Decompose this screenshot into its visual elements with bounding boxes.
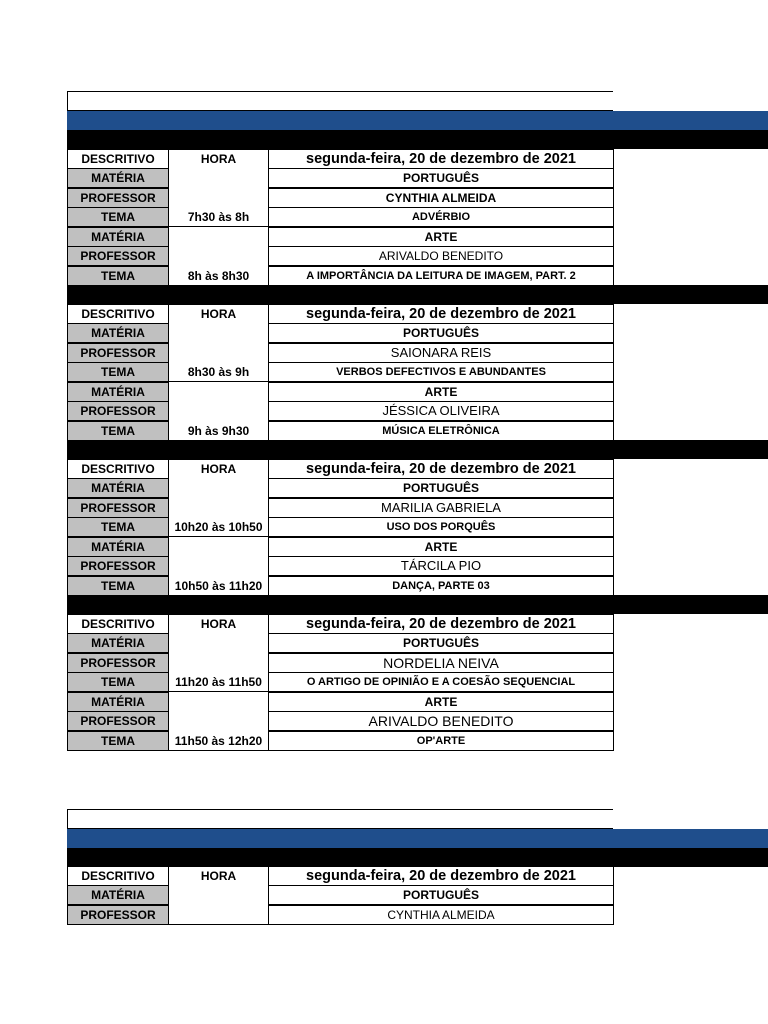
materia-value: PORTUGUÊS — [268, 885, 614, 905]
hora-value: 10h20 às 10h50 — [168, 478, 269, 537]
professor-label: PROFESSOR — [67, 653, 169, 673]
hora-header: HORA — [168, 614, 269, 634]
title-row — [67, 809, 613, 829]
professor-value: CYNTHIA ALMEIDA — [268, 905, 614, 925]
professor-value: SAIONARA REIS — [268, 343, 614, 363]
materia-label: MATÉRIA — [67, 885, 169, 905]
tema-label: TEMA — [67, 576, 169, 596]
date-header: segunda-feira, 20 de dezembro de 2021 — [268, 614, 614, 634]
materia-value: PORTUGUÊS — [268, 633, 614, 653]
tema-value: MÚSICA ELETRÔNICA — [268, 421, 614, 441]
tema-label: TEMA — [67, 266, 169, 286]
descritivo-header: DESCRITIVO — [67, 304, 169, 324]
professor-row — [67, 498, 614, 518]
descritivo-header: DESCRITIVO — [67, 149, 169, 169]
header-row — [67, 866, 614, 886]
tema-label: TEMA — [67, 731, 169, 751]
date-header: segunda-feira, 20 de dezembro de 2021 — [268, 304, 614, 324]
materia-value: PORTUGUÊS — [268, 168, 614, 188]
tema-value: DANÇA, PARTE 03 — [268, 576, 614, 596]
hora-value: 11h20 às 11h50 — [168, 633, 269, 692]
materia-label: MATÉRIA — [67, 633, 169, 653]
blue-header-bar — [67, 111, 768, 130]
professor-label: PROFESSOR — [67, 188, 169, 208]
descritivo-header: DESCRITIVO — [67, 459, 169, 479]
tema-value: ADVÉRBIO — [268, 207, 614, 227]
tema-label: TEMA — [67, 672, 169, 692]
materia-row — [67, 323, 614, 343]
professor-value: JÉSSICA OLIVEIRA — [268, 401, 614, 421]
materia-row — [67, 692, 614, 712]
materia-row — [67, 633, 614, 653]
materia-value: ARTE — [268, 692, 614, 712]
materia-label: MATÉRIA — [67, 478, 169, 498]
materia-row — [67, 885, 614, 905]
professor-row — [67, 246, 614, 266]
professor-value: MARILIA GABRIELA — [268, 498, 614, 518]
tema-value: USO DOS PORQUÊS — [268, 517, 614, 537]
professor-value: NORDELIA NEIVA — [268, 653, 614, 673]
tema-label: TEMA — [67, 207, 169, 227]
tema-row — [67, 576, 614, 596]
professor-row — [67, 711, 614, 731]
materia-value: PORTUGUÊS — [268, 478, 614, 498]
professor-value: CYNTHIA ALMEIDA — [268, 188, 614, 208]
professor-label: PROFESSOR — [67, 556, 169, 576]
tema-row — [67, 731, 614, 751]
tema-label: TEMA — [67, 421, 169, 441]
hora-header: HORA — [168, 866, 269, 886]
black-separator — [67, 595, 768, 614]
tema-value: VERBOS DEFECTIVOS E ABUNDANTES — [268, 362, 614, 382]
tema-row — [67, 266, 614, 286]
professor-value: TÁRCILA PIO — [268, 556, 614, 576]
descritivo-header: DESCRITIVO — [67, 614, 169, 634]
hora-value: 8h às 8h30 — [168, 227, 269, 286]
professor-value: ARIVALDO BENEDITO — [268, 246, 614, 266]
materia-row — [67, 537, 614, 557]
hora-header: HORA — [168, 459, 269, 479]
tema-row — [67, 207, 614, 227]
hora-value: 8h30 às 9h — [168, 323, 269, 382]
professor-label: PROFESSOR — [67, 711, 169, 731]
header-row — [67, 459, 614, 479]
title-row — [67, 91, 613, 111]
tema-value: O ARTIGO DE OPINIÃO E A COESÃO SEQUENCIAL — [268, 672, 614, 692]
hora-value: 9h às 9h30 — [168, 382, 269, 441]
materia-label: MATÉRIA — [67, 168, 169, 188]
tema-label: TEMA — [67, 362, 169, 382]
materia-value: ARTE — [268, 537, 614, 557]
tema-row — [67, 517, 614, 537]
tema-row — [67, 362, 614, 382]
professor-label: PROFESSOR — [67, 401, 169, 421]
materia-row — [67, 227, 614, 247]
tema-row — [67, 672, 614, 692]
professor-value: ARIVALDO BENEDITO — [268, 711, 614, 731]
black-separator — [67, 440, 768, 459]
descritivo-header: DESCRITIVO — [67, 866, 169, 886]
materia-label: MATÉRIA — [67, 537, 169, 557]
professor-row — [67, 653, 614, 673]
materia-label: MATÉRIA — [67, 227, 169, 247]
hora-header: HORA — [168, 149, 269, 169]
black-separator — [67, 130, 768, 149]
materia-value: ARTE — [268, 382, 614, 402]
hora-value: 11h50 às 12h20 — [168, 692, 269, 751]
date-header: segunda-feira, 20 de dezembro de 2021 — [268, 459, 614, 479]
hora-header: HORA — [168, 304, 269, 324]
header-row — [67, 614, 614, 634]
professor-row — [67, 401, 614, 421]
materia-row — [67, 382, 614, 402]
blue-header-bar — [67, 829, 768, 848]
black-separator — [67, 848, 768, 867]
materia-value: ARTE — [268, 227, 614, 247]
hora-value: 10h50 às 11h20 — [168, 537, 269, 596]
professor-label: PROFESSOR — [67, 343, 169, 363]
tema-label: TEMA — [67, 517, 169, 537]
materia-label: MATÉRIA — [67, 382, 169, 402]
materia-value: PORTUGUÊS — [268, 323, 614, 343]
professor-label: PROFESSOR — [67, 498, 169, 518]
materia-row — [67, 478, 614, 498]
hora-empty-cell — [168, 885, 269, 925]
black-separator — [67, 285, 768, 304]
header-row — [67, 149, 614, 169]
materia-row — [67, 168, 614, 188]
tema-row — [67, 421, 614, 441]
tema-value: A IMPORTÂNCIA DA LEITURA DE IMAGEM, PART. 2 — [268, 266, 614, 286]
professor-row — [67, 343, 614, 363]
materia-label: MATÉRIA — [67, 323, 169, 343]
professor-row — [67, 905, 614, 925]
materia-label: MATÉRIA — [67, 692, 169, 712]
date-header: segunda-feira, 20 de dezembro de 2021 — [268, 866, 614, 886]
professor-row — [67, 188, 614, 208]
professor-label: PROFESSOR — [67, 246, 169, 266]
hora-value: 7h30 às 8h — [168, 168, 269, 227]
header-row — [67, 304, 614, 324]
professor-row — [67, 556, 614, 576]
professor-label: PROFESSOR — [67, 905, 169, 925]
tema-value: OP'ARTE — [268, 731, 614, 751]
date-header: segunda-feira, 20 de dezembro de 2021 — [268, 149, 614, 169]
